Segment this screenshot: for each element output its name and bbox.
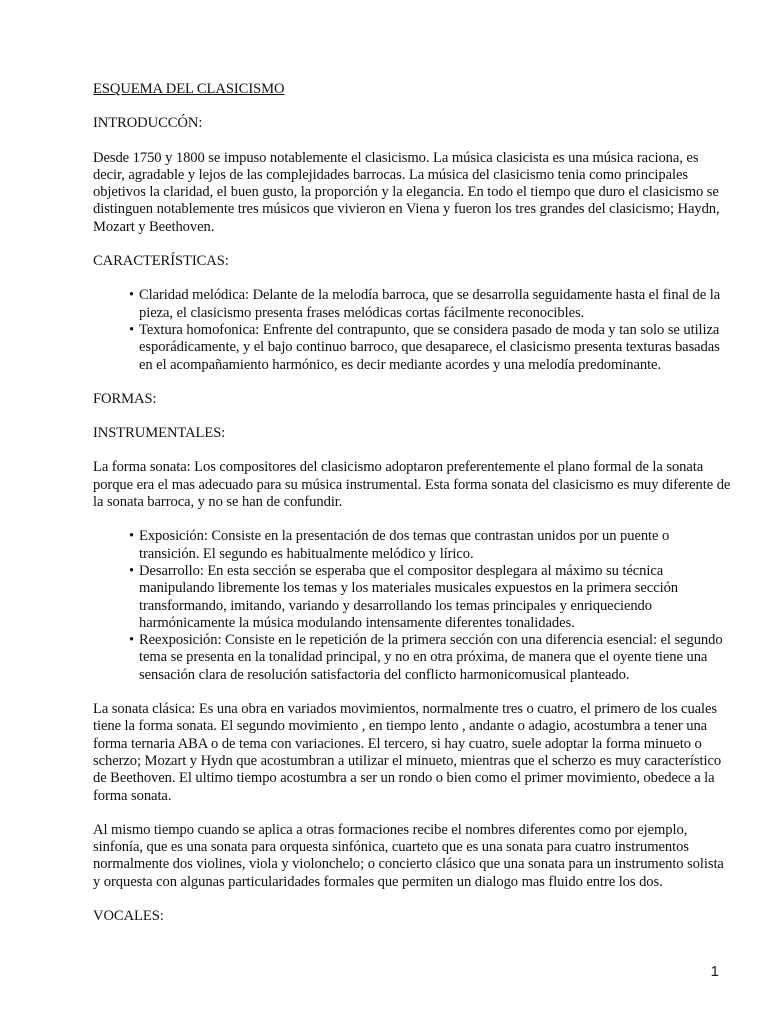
vocal-heading: VOCALES: — [93, 907, 164, 924]
list-item: • Desarrollo: En esta sección se esperaba que el compositor desplegara al máximo su técnica manipulando libremente los temas y los materiales musicales expuestos en la primera sección transformando, imitando, variando y desarrollando los temas principales y enriqueciendo harmónicamente la música modulando intensamente diferentes tonalidades. — [129, 563, 733, 632]
intro-paragraph: Desde 1750 y 1800 se impuso notablemente el clasicismo. La música clasicista es una música raciona, es decir, agradable y lejos de las complejidades barrocas. La música del clasicismo tenia como principales objetivos la claridad, el buen gusto, la proporción y la elegancia. En todo el tiempo que duro el clasicismo se distinguen notablemente tres músicos que vivieron en Viena y fueron los tres grandes del clasicismo; Haydn, Mozart y Beethoven. — [93, 149, 720, 235]
list-item: • Reexposición: Consiste en le repetición de la primera sección con una diferencia esencial: el segundo tema se presenta en la tonalidad principal, y no en otra próxima, de manera que el oyente tiene una sensación clara de resolución satisfactoria del conflicto harmonicomusical planteado. — [129, 632, 733, 684]
instrumental-heading: INSTRUMENTALES: — [93, 425, 226, 442]
intro-heading: INTRODUCCÓN: — [93, 115, 203, 132]
forms-heading: FORMAS: — [93, 390, 157, 407]
list-item: • Claridad melódica: Delante de la melodía barroca, que se desarrolla seguidamente hasta el final de la pieza, el clasicismo presenta frases melódicas cortas fácilmente reconocibles. — [129, 287, 733, 322]
classical-sonata-paragraph: La sonata clásica: Es una obra en variados movimientos, normalmente tres o cuatro, el primero de los cuales tiene la forma sonata. El segundo movimiento , en tiempo lento , andante o adagio, acostumbra a tener una forma ternaria ABA o de tema con variaciones. El tercero, si hay cuatro, suele adoptar la forma minueto o scherzo; Mozart y Hydn que acostumbran a utilizar el minueto, mientras que el scherzo es muy característico de Beethoven. El ultimo tiempo acostumbra a ser un rondo o bien como el primer movimiento, obedece a la forma sonata. — [93, 701, 722, 804]
characteristics-heading: CARACTERÍSTICAS: — [93, 253, 229, 270]
sonata-form-paragraph: La forma sonata: Los compositores del clasicismo adoptaron preferentemente el plano formal de la sonata porque era el mas adecuado para su música instrumental. Esta forma sonata del clasicismo es muy diferente de la sonata barroca, y no se han de confundir. — [93, 459, 731, 511]
characteristics-list — [93, 287, 733, 373]
sonata-sections-list — [93, 528, 733, 684]
page-number: 1 — [710, 963, 719, 980]
document-title: ESQUEMA DEL CLASICISMO — [93, 81, 285, 97]
list-item: • Textura homofonica: Enfrente del contrapunto, que se considera pasado de moda y tan solo se utiliza esporádicamente, y el bajo continuo barroco, que desaparece, el clasicismo presenta texturas basadas en el acompañamiento harmónico, es decir mediante acordes y una melodía predominante. — [129, 322, 733, 374]
document-page — [93, 81, 733, 942]
list-item: • Exposición: Consiste en la presentación de dos temas que contrastan unidos por un puente o transición. El segundo es habitualmente melódico y lírico. — [129, 528, 733, 563]
other-formations-paragraph: Al mismo tiempo cuando se aplica a otras formaciones recibe el nombres diferentes como por ejemplo, sinfonía, que es una sonata para orquesta sinfónica, cuarteto que es una sonata para cuatro instrumentos normalmente dos violines, viola y violonchelo; o concierto clásico que una sonata para un instrumento solista y orquesta con algunas particularidades formales que permiten un dialogo mas fluido entre los dos. — [93, 821, 724, 890]
